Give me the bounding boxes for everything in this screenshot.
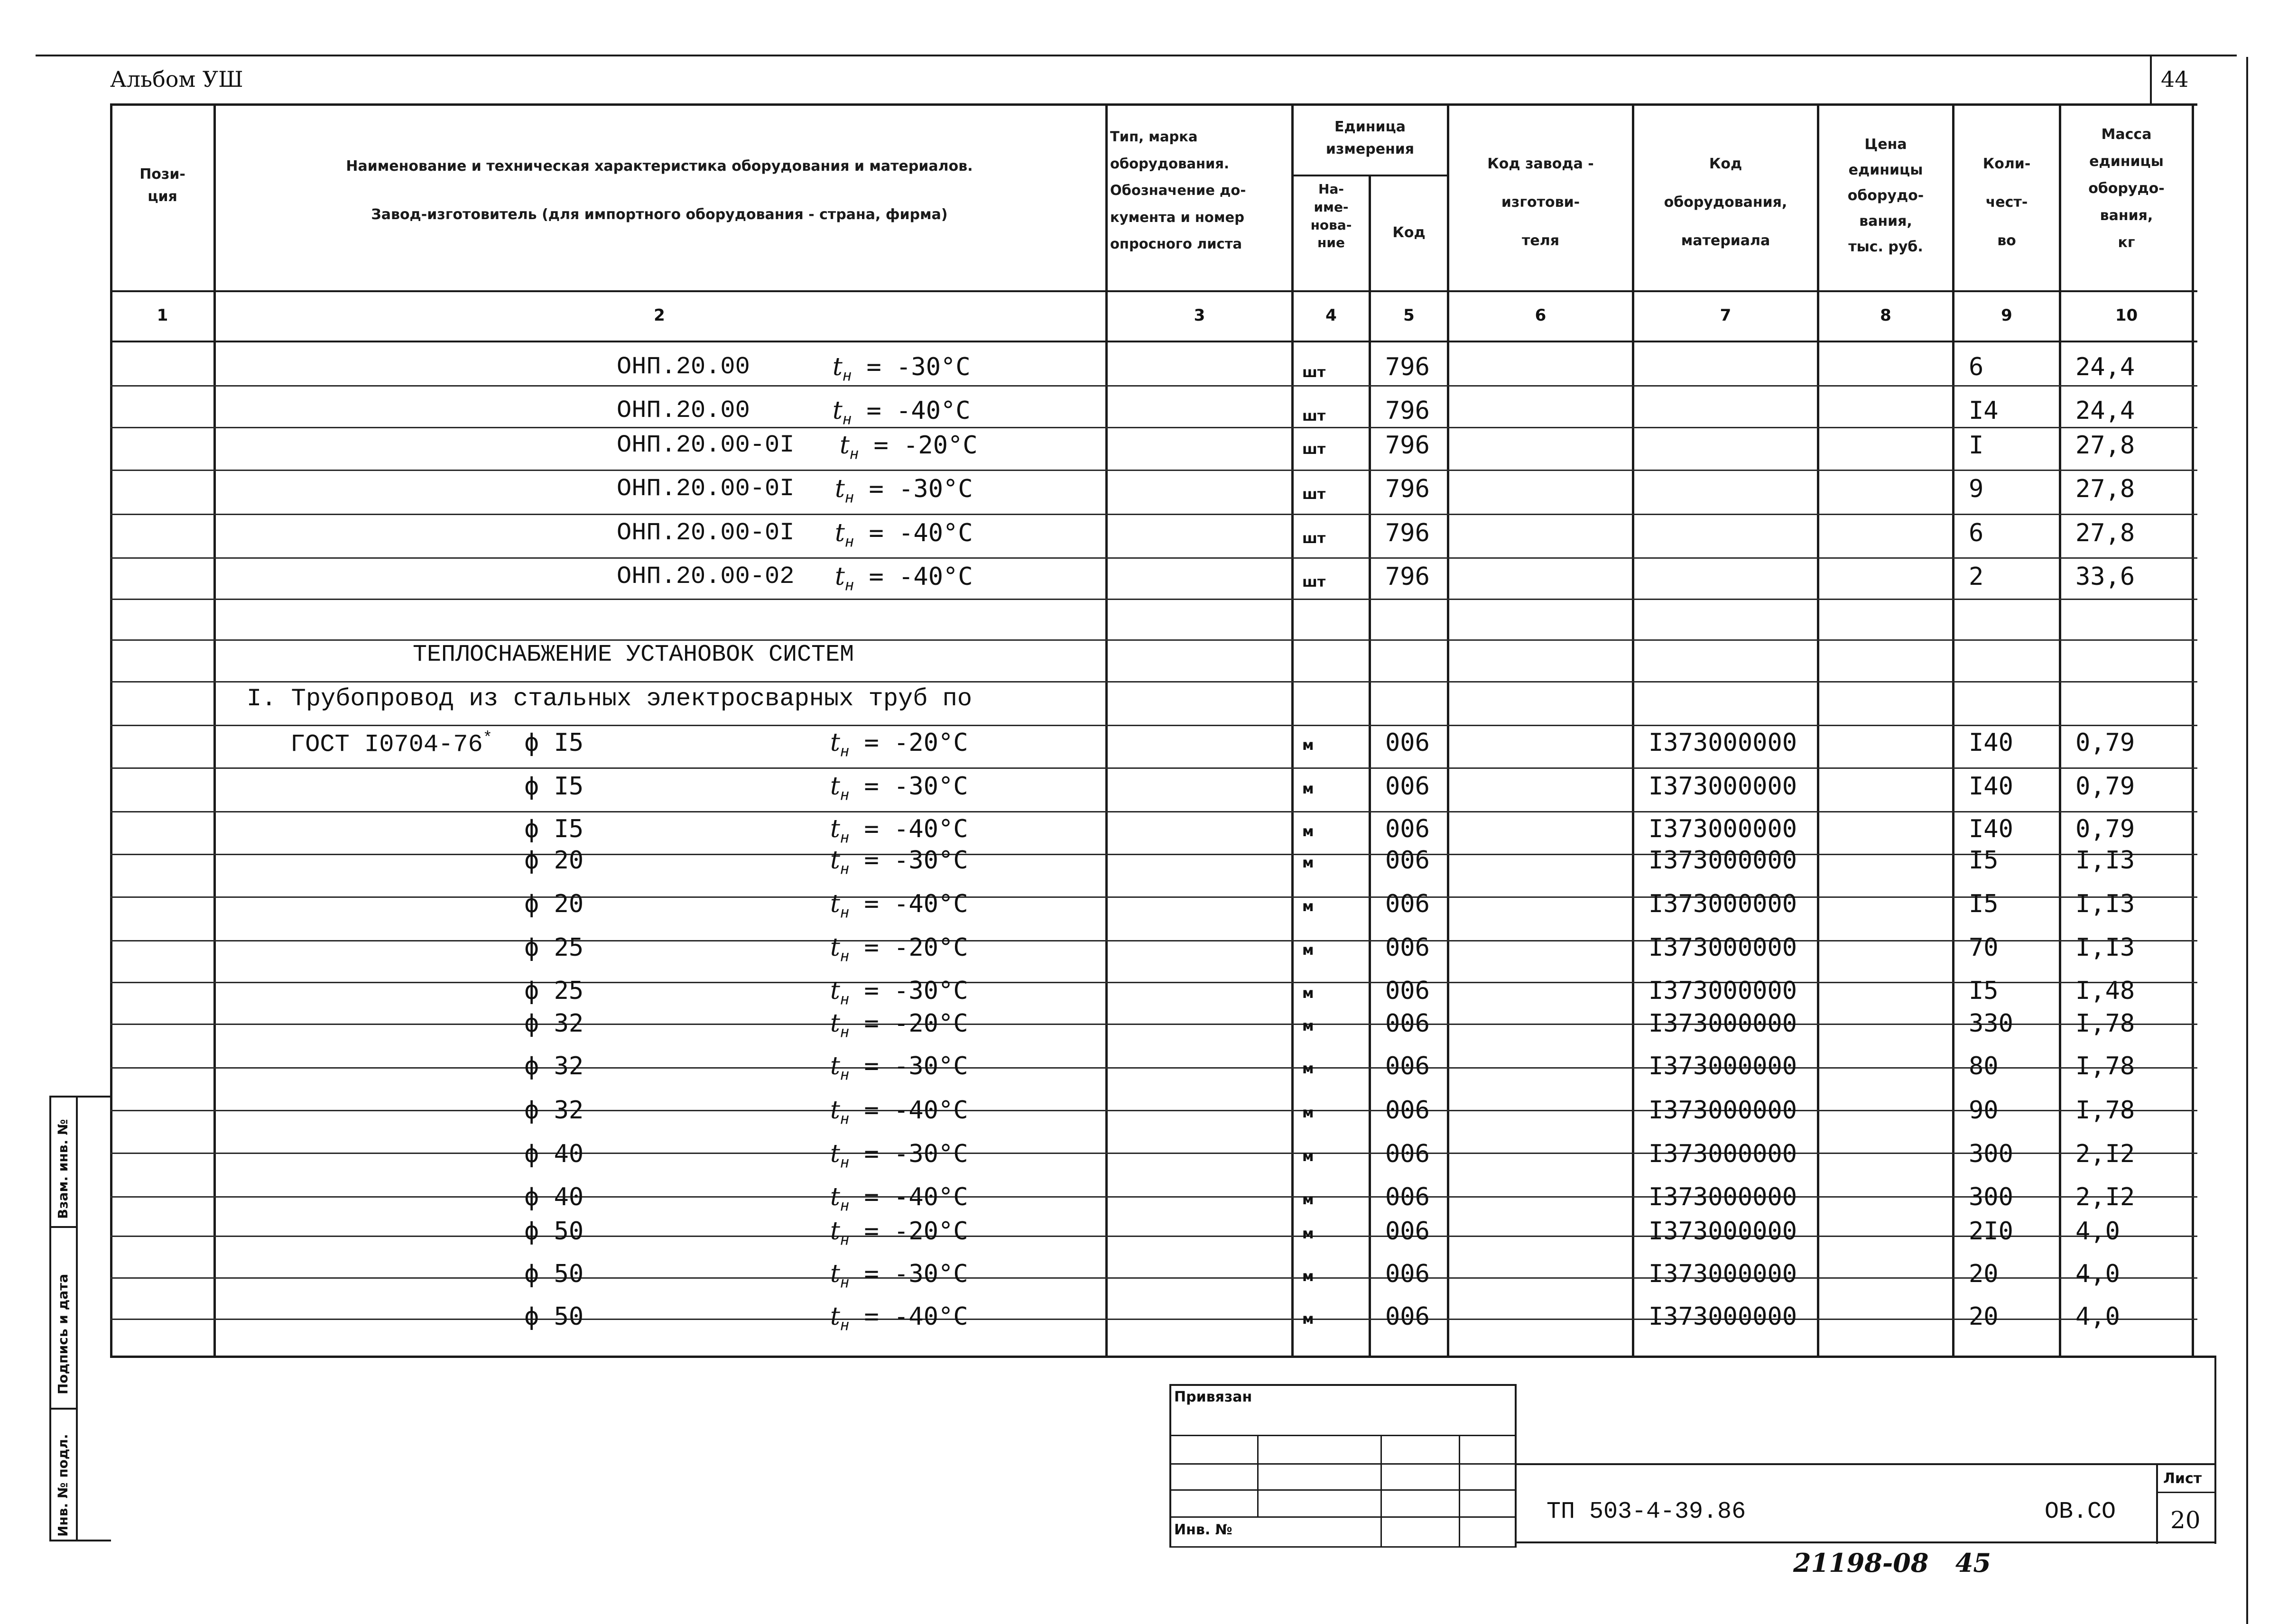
col-header-unit: Единица измерения	[1325, 119, 1415, 157]
material-code: I373000000	[1648, 1260, 1797, 1288]
pipe-diameter: ϕ 32	[524, 1096, 584, 1125]
unit-name: шт	[1302, 486, 1326, 503]
unit-code: 006	[1385, 846, 1430, 875]
unit-name: м	[1302, 1226, 1314, 1242]
temperature: $t_н = -30^\circ С$	[830, 1052, 968, 1084]
unit-name: м	[1302, 823, 1314, 840]
temperature: $t_н = -40^\circ С$	[835, 519, 973, 551]
col-header-type: Тип, марка оборудования. Обозначение до- кумента и номер опросного листа	[1110, 129, 1246, 252]
quantity: 90	[1969, 1096, 1999, 1125]
quantity: 2	[1969, 563, 1984, 591]
quantity: I40	[1969, 772, 2013, 801]
mass: 24,4	[2075, 353, 2135, 381]
material-code: I373000000	[1648, 890, 1797, 918]
item-name: ОНП.20.00	[617, 397, 750, 424]
quantity: I40	[1969, 815, 2013, 843]
unit-name: м	[1302, 855, 1314, 871]
temperature: $t_н = -20^\circ С$	[830, 1009, 968, 1041]
unit-code: 006	[1385, 772, 1430, 801]
pipe-diameter: ϕ I5	[524, 772, 584, 801]
material-code: I373000000	[1648, 1217, 1797, 1246]
section-code: ОВ.СО	[2045, 1498, 2116, 1525]
temperature: $t_н = -40^\circ С$	[835, 563, 973, 594]
unit-code: 796	[1385, 431, 1430, 460]
quantity: 80	[1969, 1052, 1999, 1080]
unit-code: 006	[1385, 1052, 1430, 1080]
unit-name: м	[1302, 1105, 1314, 1121]
material-code: I373000000	[1648, 1009, 1797, 1038]
quantity: 330	[1969, 1009, 2013, 1038]
unit-code: 796	[1385, 519, 1430, 547]
col-header-material-code: Код оборудования, материала	[1664, 156, 1787, 249]
pipe-diameter: ϕ I5	[524, 729, 584, 757]
unit-code: 006	[1385, 1140, 1430, 1168]
unit-code: 006	[1385, 1183, 1430, 1211]
item-name: ОНП.20.00-0I	[617, 475, 795, 503]
pipe-diameter: ϕ 40	[524, 1140, 584, 1168]
temperature: $t_н = -30^\circ С$	[830, 772, 968, 804]
unit-code: 006	[1385, 1096, 1430, 1125]
col-num: 9	[2001, 306, 2012, 325]
pipe-diameter: ϕ 25	[524, 977, 584, 1005]
temperature: $t_н = -20^\circ С$	[830, 1217, 968, 1249]
side-label-podpis: Подпись и дата	[55, 1273, 71, 1394]
unit-code: 006	[1385, 890, 1430, 918]
side-label-vzam: Взам. инв. №	[55, 1119, 71, 1219]
unit-name: м	[1302, 942, 1314, 959]
mass: I,I3	[2075, 846, 2135, 875]
quantity: 2I0	[1969, 1217, 2013, 1246]
unit-code: 006	[1385, 977, 1430, 1005]
temperature: $t_н = -20^\circ С$	[830, 729, 968, 760]
mass: I,48	[2075, 977, 2135, 1005]
unit-code: 006	[1385, 1217, 1430, 1246]
material-code: I373000000	[1648, 1052, 1797, 1080]
temperature: $t_н = -40^\circ С$	[830, 890, 968, 922]
mass: I,78	[2075, 1052, 2135, 1080]
temperature: $t_н = -20^\circ С$	[830, 933, 968, 965]
page-number: 44	[2161, 66, 2189, 92]
col-num: 4	[1325, 306, 1337, 325]
unit-code: 006	[1385, 1302, 1430, 1331]
temperature: $t_н = -30^\circ С$	[835, 475, 973, 507]
temperature: $t_н = -30^\circ С$	[830, 846, 968, 878]
pipe-diameter: ϕ 25	[524, 933, 584, 962]
quantity: 6	[1969, 519, 1984, 547]
quantity: 20	[1969, 1302, 1999, 1331]
pipe-diameter: ϕ 20	[524, 846, 584, 875]
col-header-unit-name: На- име- нова- ние	[1310, 181, 1352, 251]
pipe-diameter: ϕ 40	[524, 1183, 584, 1211]
mass: 0,79	[2075, 772, 2135, 801]
mass: 4,0	[2075, 1217, 2120, 1246]
material-code: I373000000	[1648, 846, 1797, 875]
col-num: 10	[2115, 306, 2138, 325]
unit-name: шт	[1302, 364, 1326, 381]
section-title: ТЕПЛОСНАБЖЕНИЕ УСТАНОВОК СИСТЕМ	[413, 641, 854, 668]
temperature: $t_н = -40^\circ С$	[830, 1183, 968, 1215]
quantity: I5	[1969, 977, 1999, 1005]
material-code: I373000000	[1648, 815, 1797, 843]
unit-code: 006	[1385, 1009, 1430, 1038]
material-code: I373000000	[1648, 1183, 1797, 1211]
item-name: ОНП.20.00	[617, 353, 750, 381]
col-num: 7	[1720, 306, 1732, 325]
unit-name: шт	[1302, 574, 1326, 591]
quantity: 20	[1969, 1260, 1999, 1288]
pipe-diameter: ϕ 32	[524, 1009, 584, 1038]
unit-code: 006	[1385, 1260, 1430, 1288]
pipe-diameter: ϕ 20	[524, 890, 584, 918]
pipe-diameter: ϕ 50	[524, 1302, 584, 1331]
temperature: $t_н = -30^\circ С$	[833, 353, 971, 385]
unit-name: м	[1302, 781, 1314, 797]
quantity: 300	[1969, 1140, 2013, 1168]
unit-name: м	[1302, 1061, 1314, 1077]
mass: 0,79	[2075, 729, 2135, 757]
mass: 33,6	[2075, 563, 2135, 591]
side-label-inv-podl: Инв. № подл.	[55, 1434, 71, 1537]
item-name: ОНП.20.00-02	[617, 563, 795, 591]
unit-name: м	[1302, 1191, 1314, 1208]
mass: I,I3	[2075, 933, 2135, 962]
material-code: I373000000	[1648, 933, 1797, 962]
quantity: I40	[1969, 729, 2013, 757]
mass: 27,8	[2075, 519, 2135, 547]
mass: I,78	[2075, 1096, 2135, 1125]
col-num: 3	[1194, 306, 1205, 325]
mass: 27,8	[2075, 475, 2135, 503]
material-code: I373000000	[1648, 729, 1797, 757]
privyazan-label: Привязан	[1174, 1389, 1252, 1405]
temperature: $t_н = -20^\circ С$	[840, 431, 978, 463]
unit-name: шт	[1302, 441, 1326, 458]
temperature: $t_н = -40^\circ С$	[830, 815, 968, 847]
pipe-diameter: ϕ 50	[524, 1260, 584, 1288]
temperature: $t_н = -30^\circ С$	[830, 1140, 968, 1172]
quantity: 6	[1969, 353, 1984, 381]
unit-code: 796	[1385, 397, 1430, 425]
pipe-diameter: ϕ I5	[524, 815, 584, 843]
unit-code: 796	[1385, 563, 1430, 591]
item-name: ОНП.20.00-0I	[617, 519, 795, 547]
pipe-diameter: ϕ 50	[524, 1217, 584, 1246]
archive-number: 21198-08 45	[1793, 1548, 1991, 1578]
sheet-label: Лист	[2163, 1470, 2202, 1487]
unit-name: м	[1302, 737, 1314, 754]
standard-label: ГОСТ I0704-76*	[290, 729, 493, 759]
mass: 4,0	[2075, 1260, 2120, 1288]
unit-name: шт	[1302, 530, 1326, 547]
col-num: 2	[654, 306, 665, 325]
quantity: I	[1969, 431, 1984, 460]
temperature: $t_н = -30^\circ С$	[830, 977, 968, 1008]
material-code: I373000000	[1648, 1096, 1797, 1125]
unit-code: 006	[1385, 729, 1430, 757]
col-header-name-2: Завод-изготовитель (для импортного оборудования - страна, фирма)	[371, 206, 948, 223]
temperature: $t_н = -40^\circ С$	[830, 1302, 968, 1334]
unit-name: шт	[1302, 408, 1326, 424]
unit-code: 796	[1385, 475, 1430, 503]
col-header-factory-code: Код завода - изготови- теля	[1487, 156, 1594, 249]
col-num: 8	[1880, 306, 1891, 325]
col-header-price: Цена единицы оборудо- вания, тыс. руб.	[1847, 136, 1924, 255]
temperature: $t_н = -40^\circ С$	[833, 397, 971, 428]
mass: 2,I2	[2075, 1140, 2135, 1168]
material-code: I373000000	[1648, 977, 1797, 1005]
mass: I,78	[2075, 1009, 2135, 1038]
material-code: I373000000	[1648, 1302, 1797, 1331]
item-name: ОНП.20.00-0I	[617, 431, 795, 459]
material-code: I373000000	[1648, 1140, 1797, 1168]
material-code: I373000000	[1648, 772, 1797, 801]
pipe-diameter: ϕ 32	[524, 1052, 584, 1080]
col-num: 6	[1535, 306, 1547, 325]
inv-no-label: Инв. №	[1174, 1522, 1232, 1538]
unit-code: 796	[1385, 353, 1430, 381]
quantity: 70	[1969, 933, 1999, 962]
unit-name: м	[1302, 1268, 1314, 1285]
unit-name: м	[1302, 1018, 1314, 1034]
quantity: I5	[1969, 890, 1999, 918]
col-header-mass: Масса единицы оборудо- вания, кг	[2088, 126, 2165, 251]
unit-name: м	[1302, 1311, 1314, 1328]
quantity: 300	[1969, 1183, 2013, 1211]
unit-code: 006	[1385, 933, 1430, 962]
col-num: 5	[1403, 306, 1415, 325]
col-header-quantity: Коли- чест- во	[1982, 156, 2031, 249]
unit-name: м	[1302, 985, 1314, 1002]
mass: I,I3	[2075, 890, 2135, 918]
subsection-title: I. Трубопровод из стальных электросварных труб по	[247, 685, 972, 713]
col-header-name-1: Наименование и техническая характеристика оборудования и материалов.	[346, 158, 973, 175]
document-code: ТП 503-4-39.86	[1547, 1498, 1746, 1525]
unit-name: м	[1302, 1148, 1314, 1165]
temperature: $t_н = -30^\circ С$	[830, 1260, 968, 1292]
mass: 2,I2	[2075, 1183, 2135, 1211]
sheet-number: 20	[2170, 1506, 2201, 1534]
mass: 27,8	[2075, 431, 2135, 460]
col-num: 1	[157, 306, 168, 325]
unit-name: м	[1302, 898, 1314, 915]
mass: 0,79	[2075, 815, 2135, 843]
col-header-unit-code: Код	[1392, 224, 1426, 241]
quantity: I4	[1969, 397, 1999, 425]
quantity: 9	[1969, 475, 1984, 503]
temperature: $t_н = -40^\circ С$	[830, 1096, 968, 1128]
mass: 24,4	[2075, 397, 2135, 425]
unit-code: 006	[1385, 815, 1430, 843]
col-header-position: Пози- ция	[139, 166, 185, 205]
album-title: Альбом УШ	[110, 66, 243, 92]
mass: 4,0	[2075, 1302, 2120, 1331]
quantity: I5	[1969, 846, 1999, 875]
